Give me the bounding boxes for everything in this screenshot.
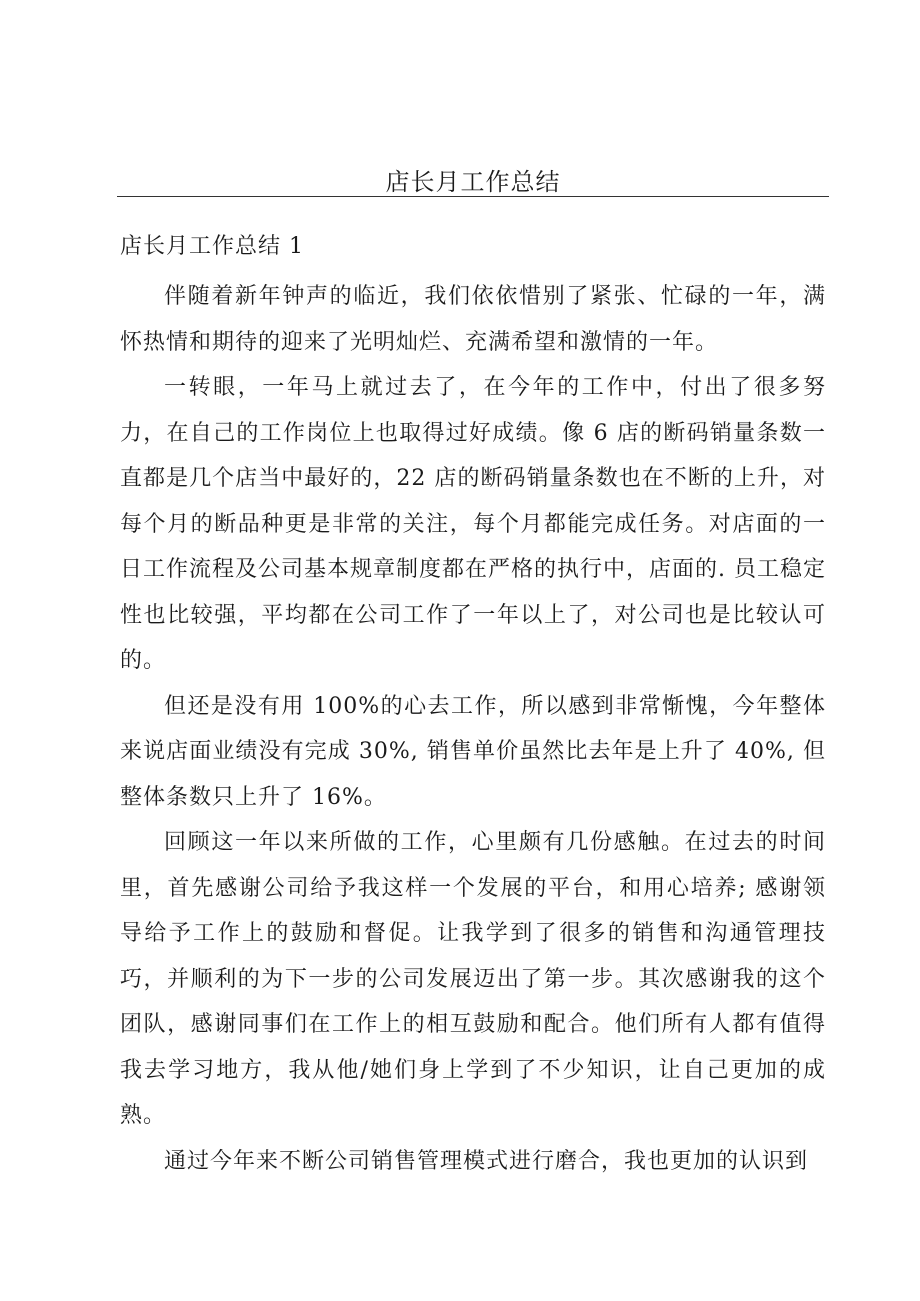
paragraph: 伴随着新年钟声的临近，我们依依惜别了紧张、忙碌的一年，满怀热情和期待的迎来了光明灿烂、充满希望和激情的一年。 [120,284,826,355]
body-text [120,274,826,1184]
title-underline [117,196,829,197]
paragraph: 一转眼，一年马上就过去了，在今年的工作中，付出了很多努力，在自己的工作岗位上也取得过好成绩。像 6 店的断码销量条数一直都是几个店当中最好的，22 店的断码销量条数也在不断的上升，对每个月的断品种更是非常的关注，每个月都能完成任务。对店面的一日工作流程及公司基本规章制度都在严格的执行中，店面的. 员工稳定性也比较强，平均都在公司工作了一年以上了，对公司也是比较认可的。 [120,375,826,673]
paragraph: 回顾这一年以来所做的工作，心里颇有几份感触。在过去的时间里，首先感谢公司给予我这样一个发展的平台，和用心培养; 感谢领导给予工作上的鼓励和督促。让我学到了很多的销售和沟通管理技巧，并顺利的为下一步的公司发展迈出了第一步。其次感谢我的这个团队，感谢同事们在工作上的相互鼓励和配合。他们所有人都有值得我去学习地方，我从他/她们身上学到了不少知识，让自己更加的成熟。 [120,830,826,1128]
paragraph: 但还是没有用 100%的心去工作，所以感到非常惭愧，今年整体来说店面业绩没有完成 30%, 销售单价虽然比去年是上升了 40%, 但整体条数只上升了 16%。 [120,693,826,810]
document-title: 店长月工作总结 [385,168,561,196]
paragraph: 通过今年来不断公司销售管理模式进行磨合，我也更加的认识到 [164,1148,809,1174]
section-heading: 店长月工作总结 1 [120,234,304,259]
